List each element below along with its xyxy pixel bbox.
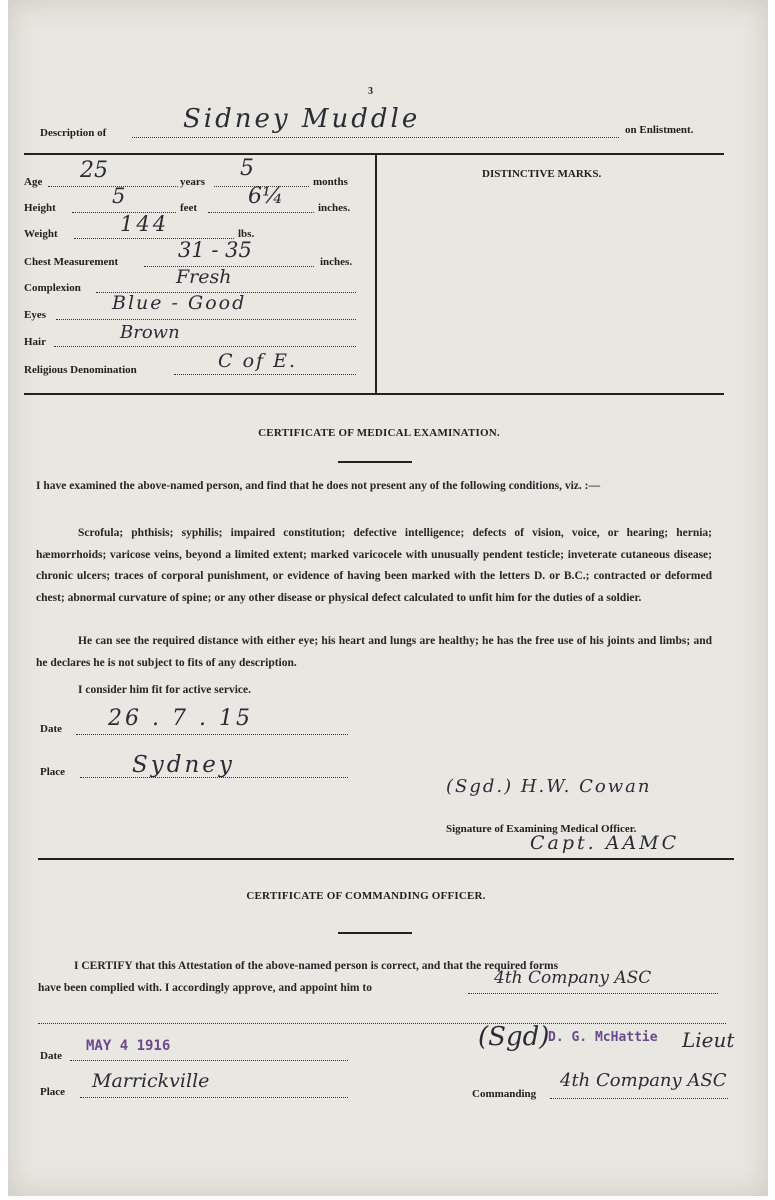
eyes-label: Eyes xyxy=(24,309,46,321)
height-inches-dots xyxy=(208,212,314,213)
commanding-certify-line2: have been complied with. I accordingly approve, and appoint him to xyxy=(38,982,372,994)
commanding-heading-rule xyxy=(338,932,412,934)
distinctive-marks-label: DISTINCTIVE MARKS. xyxy=(482,168,602,180)
religion-dots xyxy=(174,374,356,375)
hair-dots xyxy=(54,346,356,347)
height-feet-value: 5 xyxy=(112,184,126,208)
commanding-certify-line1: I CERTIFY that this Attestation of the above-named person is correct, and that the required forms xyxy=(74,960,559,972)
commanding-label: Commanding xyxy=(472,1088,537,1100)
description-label: Description of xyxy=(40,127,107,139)
medical-date-dots xyxy=(76,734,348,735)
medical-officer-rank: Capt. AAMC xyxy=(530,832,680,854)
complexion-value: Fresh xyxy=(176,266,232,288)
hair-value: Brown xyxy=(120,322,180,343)
inches-label: inches. xyxy=(318,202,351,214)
bottom-rule xyxy=(24,393,724,395)
commanding-signature-stamp: D. G. McHattie xyxy=(548,1030,658,1045)
attestation-page xyxy=(8,0,768,1196)
lbs-label: lbs. xyxy=(238,228,255,240)
section-rule xyxy=(38,858,734,860)
commanding-date-dots xyxy=(70,1060,348,1061)
months-label: months xyxy=(313,176,348,188)
medical-date-value: 26 . 7 . 15 xyxy=(108,706,253,731)
chest-label: Chest Measurement xyxy=(24,256,119,268)
complexion-label: Complexion xyxy=(24,282,81,294)
appointment-value: 4th Company ASC xyxy=(494,968,652,988)
appointment-dots-2 xyxy=(38,1023,726,1024)
years-label: years xyxy=(180,176,206,188)
medical-heading-rule xyxy=(338,461,412,463)
chest-value: 31 - 35 xyxy=(178,238,252,262)
weight-value: 144 xyxy=(120,212,170,236)
appointment-dots xyxy=(468,993,718,994)
medical-officer-signature: (Sgd.) H.W. Cowan xyxy=(446,776,652,797)
religion-value: C of E. xyxy=(218,350,297,372)
medical-consider: I consider him fit for active service. xyxy=(78,684,251,696)
eyes-value: Blue - Good xyxy=(112,292,247,314)
commanding-signature-prefix: (Sgd) xyxy=(478,1022,550,1052)
age-years-value: 25 xyxy=(80,158,108,183)
medical-conditions: Scrofula; phthisis; syphilis; impaired constitution; defective intelligence; defects of vision, voice, or hearing; hernia; hæmorrhoids; varicose veins, beyond a limited extent; marked varicocele with unusually pendent testicle; inveterate cutaneous disease; chronic ulcers; traces of corporal punishment, or evidence of having been marked with the letters D. or B.C.; contracted or deformed chest; abnormal curvature of spine; or any other disease or physical defect calculated to unfit him for the duties of a soldier. xyxy=(36,527,712,604)
column-divider xyxy=(375,153,377,395)
medical-signature-label: Signature of Examining Medical Officer. xyxy=(446,823,637,835)
hair-label: Hair xyxy=(24,336,46,348)
medical-place-label: Place xyxy=(40,766,66,778)
eyes-dots xyxy=(56,319,356,320)
commanding-place-dots xyxy=(80,1097,348,1098)
commanding-value: 4th Company ASC xyxy=(560,1070,727,1091)
commanding-place-label: Place xyxy=(40,1086,66,1098)
description-dotted-line xyxy=(132,137,619,138)
date-stamp: MAY 4 1916 xyxy=(86,1038,171,1054)
medical-place-value: Sydney xyxy=(132,752,235,778)
commanding-date-label: Date xyxy=(40,1050,62,1062)
top-rule xyxy=(24,153,724,155)
chest-inches-label: inches. xyxy=(320,256,353,268)
age-months-value: 5 xyxy=(240,156,254,181)
height-label: Height xyxy=(24,202,56,214)
height-inches-value: 6¼ xyxy=(248,184,284,209)
medical-heading: CERTIFICATE OF MEDICAL EXAMINATION. xyxy=(258,427,500,439)
medical-intro: I have examined the above-named person, and find that he does not present any of the following conditions, viz. :— xyxy=(36,480,600,492)
feet-label: feet xyxy=(180,202,198,214)
commanding-dots xyxy=(550,1098,728,1099)
commanding-heading: CERTIFICATE OF COMMANDING OFFICER. xyxy=(246,890,486,902)
weight-label: Weight xyxy=(24,228,58,240)
religion-label: Religious Denomination xyxy=(24,364,137,376)
age-label: Age xyxy=(24,176,43,188)
commanding-place-value: Marrickville xyxy=(92,1070,210,1092)
recruit-name: Sidney Muddle xyxy=(183,104,421,134)
page-number: 3 xyxy=(368,86,373,97)
medical-fitness: He can see the required distance with either eye; his heart and lungs are healthy; he has the free use of his joints and limbs; and he declares he is not subject to fits of any description. xyxy=(36,635,712,669)
description-suffix: on Enlistment. xyxy=(625,124,694,136)
commanding-signature-rank: Lieut xyxy=(682,1028,735,1052)
medical-date-label: Date xyxy=(40,723,62,735)
